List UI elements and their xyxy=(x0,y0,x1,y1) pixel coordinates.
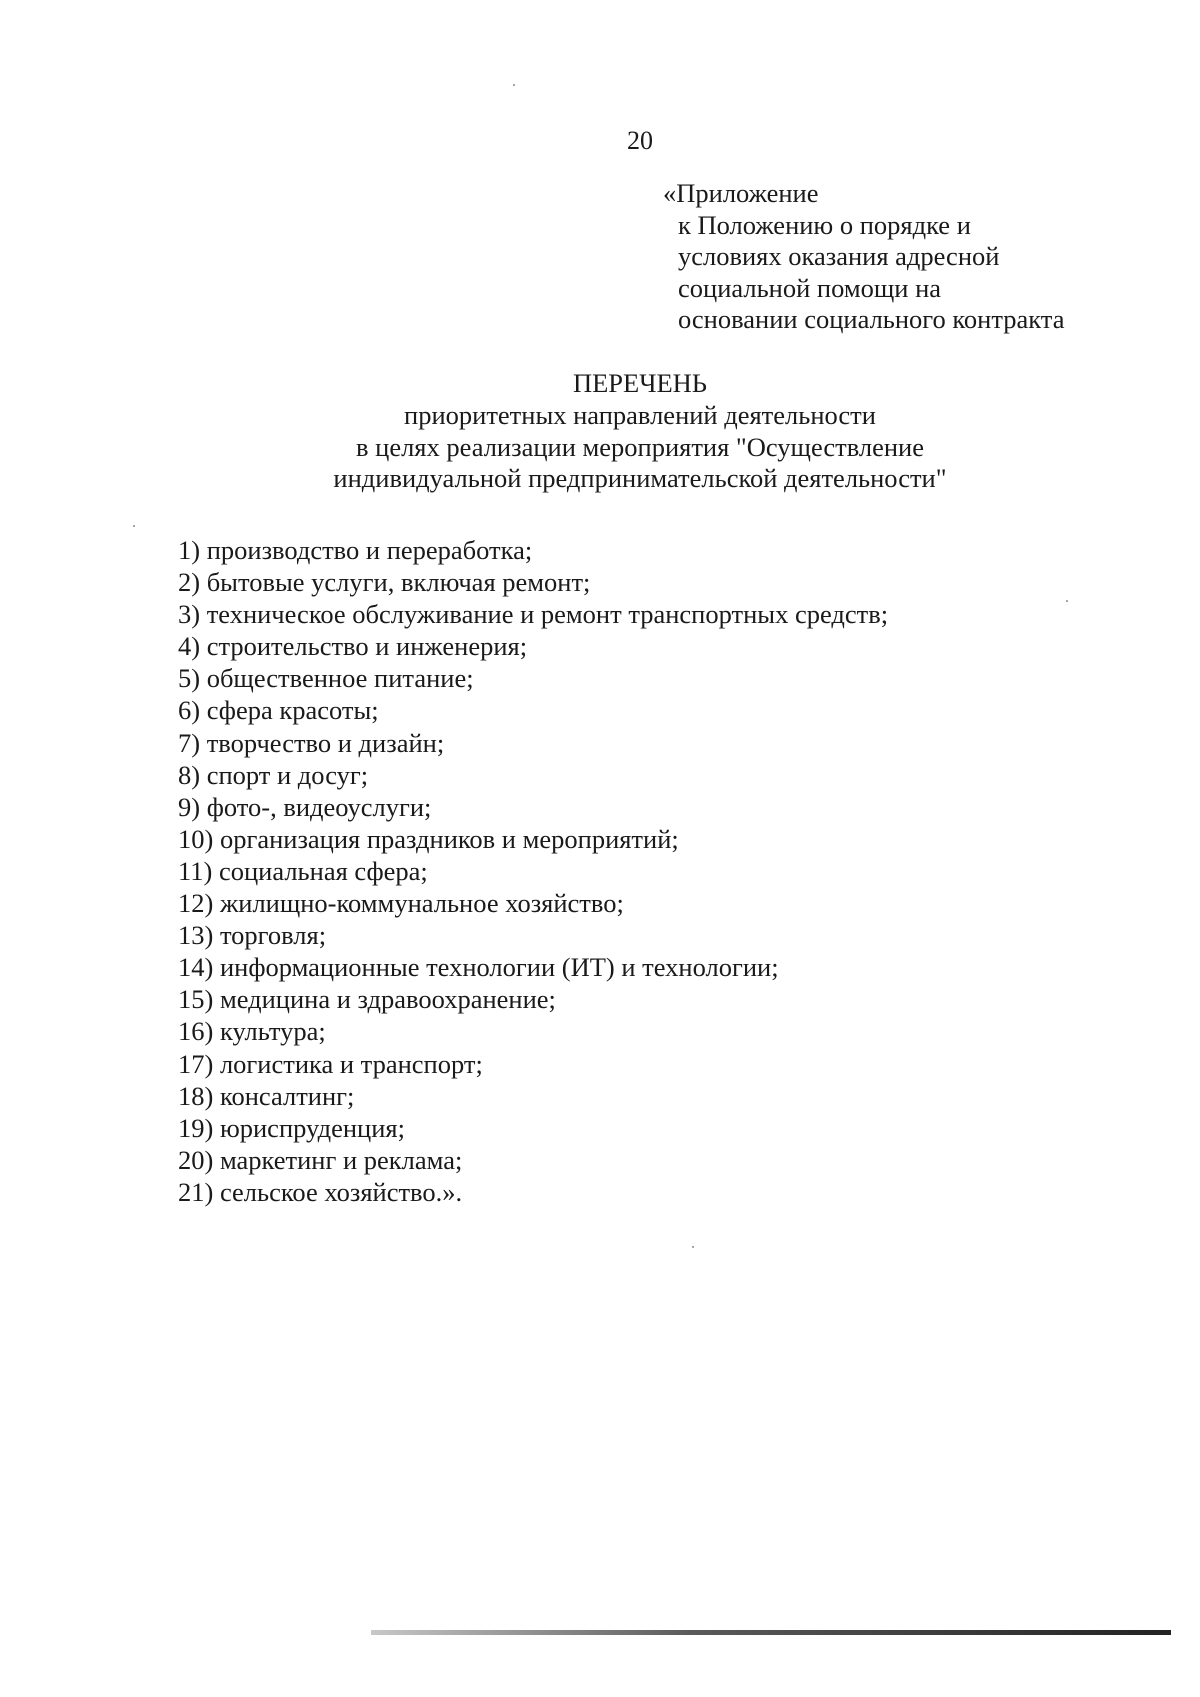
appendix-line: социальной помощи на xyxy=(678,272,942,303)
scan-speck xyxy=(513,84,515,86)
list-item: 19) юриспруденция; xyxy=(178,1112,405,1143)
list-item: 2) бытовые услуги, включая ремонт; xyxy=(178,567,591,598)
list-item: 9) фото-, видеоуслуги; xyxy=(178,791,432,822)
list-item: 3) техническое обслуживание и ремонт транспортных средств; xyxy=(178,599,889,630)
appendix-line: «Приложение xyxy=(663,178,819,208)
list-item: 10) организация праздников и мероприятий; xyxy=(178,823,679,854)
scan-speck xyxy=(692,1246,694,1248)
list-item: 14) информационные технологии (ИТ) и технологии; xyxy=(178,952,779,983)
appendix-line: основании социального контракта xyxy=(678,304,1065,334)
scan-speck xyxy=(1066,600,1068,602)
document-title: ПЕРЕЧЕНЬ xyxy=(572,368,707,398)
scan-speck xyxy=(133,525,135,527)
subtitle-line: индивидуальной предпринимательской деятельности" xyxy=(333,463,947,493)
list-item: 17) логистика и транспорт; xyxy=(178,1048,483,1079)
list-item: 4) строительство и инженерия; xyxy=(178,631,528,662)
document-subtitle xyxy=(0,400,1200,495)
subtitle-line: приоритетных направлений деятельности xyxy=(404,400,876,430)
list-item: 21) сельское хозяйство.». xyxy=(178,1176,463,1207)
bottom-scan-rule xyxy=(371,1630,1171,1635)
page-number: 20 xyxy=(627,126,653,155)
list-item: 8) спорт и досуг; xyxy=(178,759,369,790)
subtitle-line: в целях реализации мероприятия "Осуществление xyxy=(356,431,924,462)
list-item: 7) творчество и дизайн; xyxy=(178,727,445,758)
list-item: 20) маркетинг и реклама; xyxy=(178,1144,463,1175)
list-item: 1) производство и переработка; xyxy=(178,535,533,565)
list-item: 15) медицина и здравоохранение; xyxy=(178,984,556,1015)
appendix-line: условиях оказания адресной xyxy=(678,241,1000,271)
list-item: 6) сфера красоты; xyxy=(178,695,379,726)
appendix-line: к Положению о порядке и xyxy=(678,209,971,240)
list-item: 16) культура; xyxy=(178,1016,326,1047)
appendix-header xyxy=(663,178,1183,336)
list-item: 13) торговля; xyxy=(178,920,327,951)
list-item: 18) консалтинг; xyxy=(178,1080,355,1111)
list-item: 11) социальная сфера; xyxy=(178,855,428,886)
list-item: 5) общественное питание; xyxy=(178,663,474,694)
list-item: 12) жилищно-коммунальное хозяйство; xyxy=(178,888,624,919)
priority-list xyxy=(178,534,1178,1208)
